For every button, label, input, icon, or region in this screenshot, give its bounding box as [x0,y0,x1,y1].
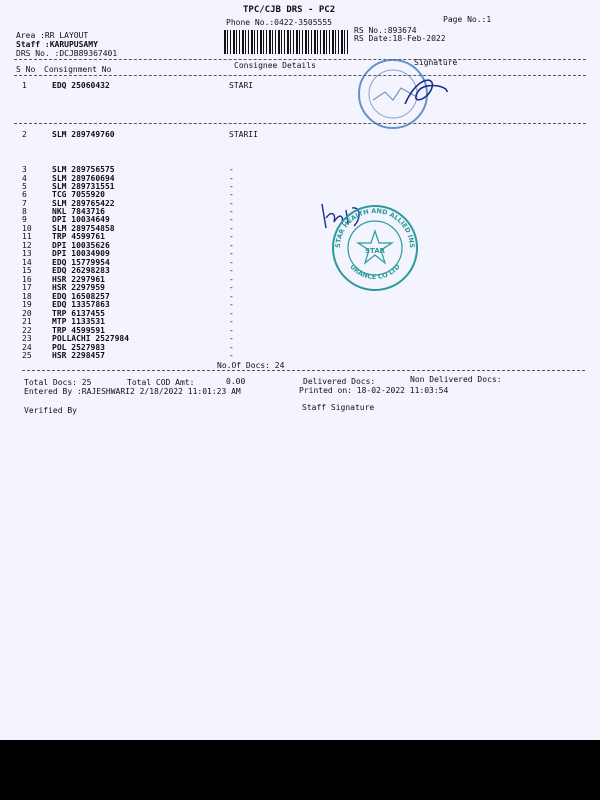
company-seal [330,203,420,293]
row-sno: 6 [22,190,27,199]
row-consignee: - [229,249,234,258]
row-sno: 20 [22,309,32,318]
row-consignment-no: TRP 4599591 [52,326,105,335]
row-consignee: - [229,292,234,301]
row-consignee: - [229,258,234,267]
total-docs: Total Docs: 25 [24,378,92,387]
entered-by: Entered By :RAJESHWARI2 2/18/2022 11:01:23 AM [24,387,241,396]
area-label: Area :RR LAYOUT [16,31,89,40]
verified-by: Verified By [24,406,77,415]
row-sno: 23 [22,334,32,343]
row-consignment-no: SLM 289749760 [52,130,115,139]
row-consignment-no: TRP 4599761 [52,232,105,241]
row-consignment-no: DPI 10035626 [52,241,110,250]
row-sno: 11 [22,232,32,241]
non-delivered-docs: Non Delivered Docs: [410,375,502,384]
row-consignment-no: EDQ 25060432 [52,81,110,90]
table-row [0,283,600,292]
table-row [0,190,600,199]
row-consignment-no: SLM 289756575 [52,165,115,174]
divider [14,75,586,76]
row-consignee: - [229,215,234,224]
row-sno: 8 [22,207,27,216]
row-consignee: - [229,317,234,326]
row-consignment-no: TCG 7055920 [52,190,105,199]
row-consignment-no: POL 2527983 [52,343,105,352]
drs-number: DRS No. :DCJB89367401 [16,49,118,58]
row-consignee: - [229,326,234,335]
row-sno: 3 [22,165,27,174]
page-number: Page No.:1 [443,15,492,24]
row-consignee: - [229,190,234,199]
row-sno: 9 [22,215,27,224]
row-consignee: - [229,241,234,250]
row-sno: 22 [22,326,32,335]
col-header-consignee: Consignee Details [234,61,316,70]
row-consignee: - [229,351,234,360]
table-row [0,81,600,90]
staff-label: Staff :KARUPUSAMY [16,40,98,49]
row-consignee: - [229,174,234,183]
table-row [0,165,600,174]
table-row [0,334,600,343]
total-cod-label: Total COD Amt: [127,378,195,387]
row-consignment-no: DPI 10034649 [52,215,110,224]
company-stamp-top [343,56,463,136]
row-consignment-no: EDQ 16508257 [52,292,110,301]
table-row [0,266,600,275]
row-sno: 2 [22,130,27,139]
row-consignee: - [229,334,234,343]
row-sno: 4 [22,174,27,183]
row-consignment-no: NKL 7843716 [52,207,105,216]
row-sno: 24 [22,343,32,352]
row-consignee: - [229,300,234,309]
row-sno: 16 [22,275,32,284]
row-sno: 19 [22,300,32,309]
row-sno: 1 [22,81,27,90]
table-row [0,130,600,139]
table-row [0,351,600,360]
total-cod-value: 0.00 [226,377,246,386]
divider [22,370,585,371]
svg-text:STAR HEALTH AND ALLIED INS: STAR HEALTH AND ALLIED INS [333,206,417,249]
row-sno: 5 [22,182,27,191]
table-row [0,300,600,309]
table-row [0,317,600,326]
row-consignee: STARI [229,81,254,90]
row-consignment-no: EDQ 15779954 [52,258,110,267]
row-consignee: STARII [229,130,258,139]
table-row [0,215,600,224]
barcode [224,30,348,54]
row-consignment-no: SLM 289760694 [52,174,115,183]
row-consignee: - [229,309,234,318]
row-consignee: - [229,165,234,174]
row-consignment-no: MTP 1133531 [52,317,105,326]
divider [14,123,586,124]
row-consignee: - [229,283,234,292]
row-consignment-no: SLM 289754858 [52,224,115,233]
row-sno: 17 [22,283,32,292]
row-consignee: - [229,343,234,352]
rs-number: RS No.:893674 [354,26,417,35]
row-consignment-no: POLLACHI 2527984 [52,334,130,343]
row-sno: 21 [22,317,32,326]
row-consignee: - [229,275,234,284]
col-header-signature: Signature [414,58,458,67]
row-sno: 13 [22,249,32,258]
no-of-docs: No.Of Docs: 24 [217,361,285,370]
row-consignment-no: HSR 2297961 [52,275,105,284]
row-sno: 18 [22,292,32,301]
row-consignee: - [229,266,234,275]
row-sno: 10 [22,224,32,233]
row-consignee: - [229,224,234,233]
document-title: TPC/CJB DRS - PC2 [243,5,336,15]
row-consignment-no: HSR 2297959 [52,283,105,292]
row-sno: 25 [22,351,32,360]
row-consignment-no: SLM 289765422 [52,199,115,208]
row-consignment-no: EDQ 26298283 [52,266,110,275]
divider [14,59,586,60]
row-consignee: - [229,232,234,241]
phone-number: Phone No.:0422-3505555 [226,18,332,27]
svg-text:STAR: STAR [364,247,386,255]
col-header-consignment: Consignment No [44,65,112,74]
staff-signature: Staff Signature [302,403,375,412]
table-row [0,232,600,241]
row-consignee: - [229,199,234,208]
row-consignment-no: TRP 6137455 [52,309,105,318]
printed-on: Printed on: 18-02-2022 11:03:54 [299,386,449,395]
delivered-docs: Delivered Docs: [303,377,376,386]
row-consignment-no: DPI 10034909 [52,249,110,258]
rs-date: RS Date:18-Feb-2022 [354,34,446,43]
col-header-sno: S No [16,65,36,74]
row-sno: 14 [22,258,32,267]
svg-text:URANCE CO LTD: URANCE CO LTD [348,262,402,282]
row-consignee: - [229,182,234,191]
row-consignment-no: SLM 289731551 [52,182,115,191]
table-row [0,249,600,258]
row-sno: 7 [22,199,27,208]
row-consignment-no: EDQ 13357863 [52,300,110,309]
row-sno: 15 [22,266,32,275]
row-consignee: - [229,207,234,216]
row-consignment-no: HSR 2298457 [52,351,105,360]
row-sno: 12 [22,241,32,250]
